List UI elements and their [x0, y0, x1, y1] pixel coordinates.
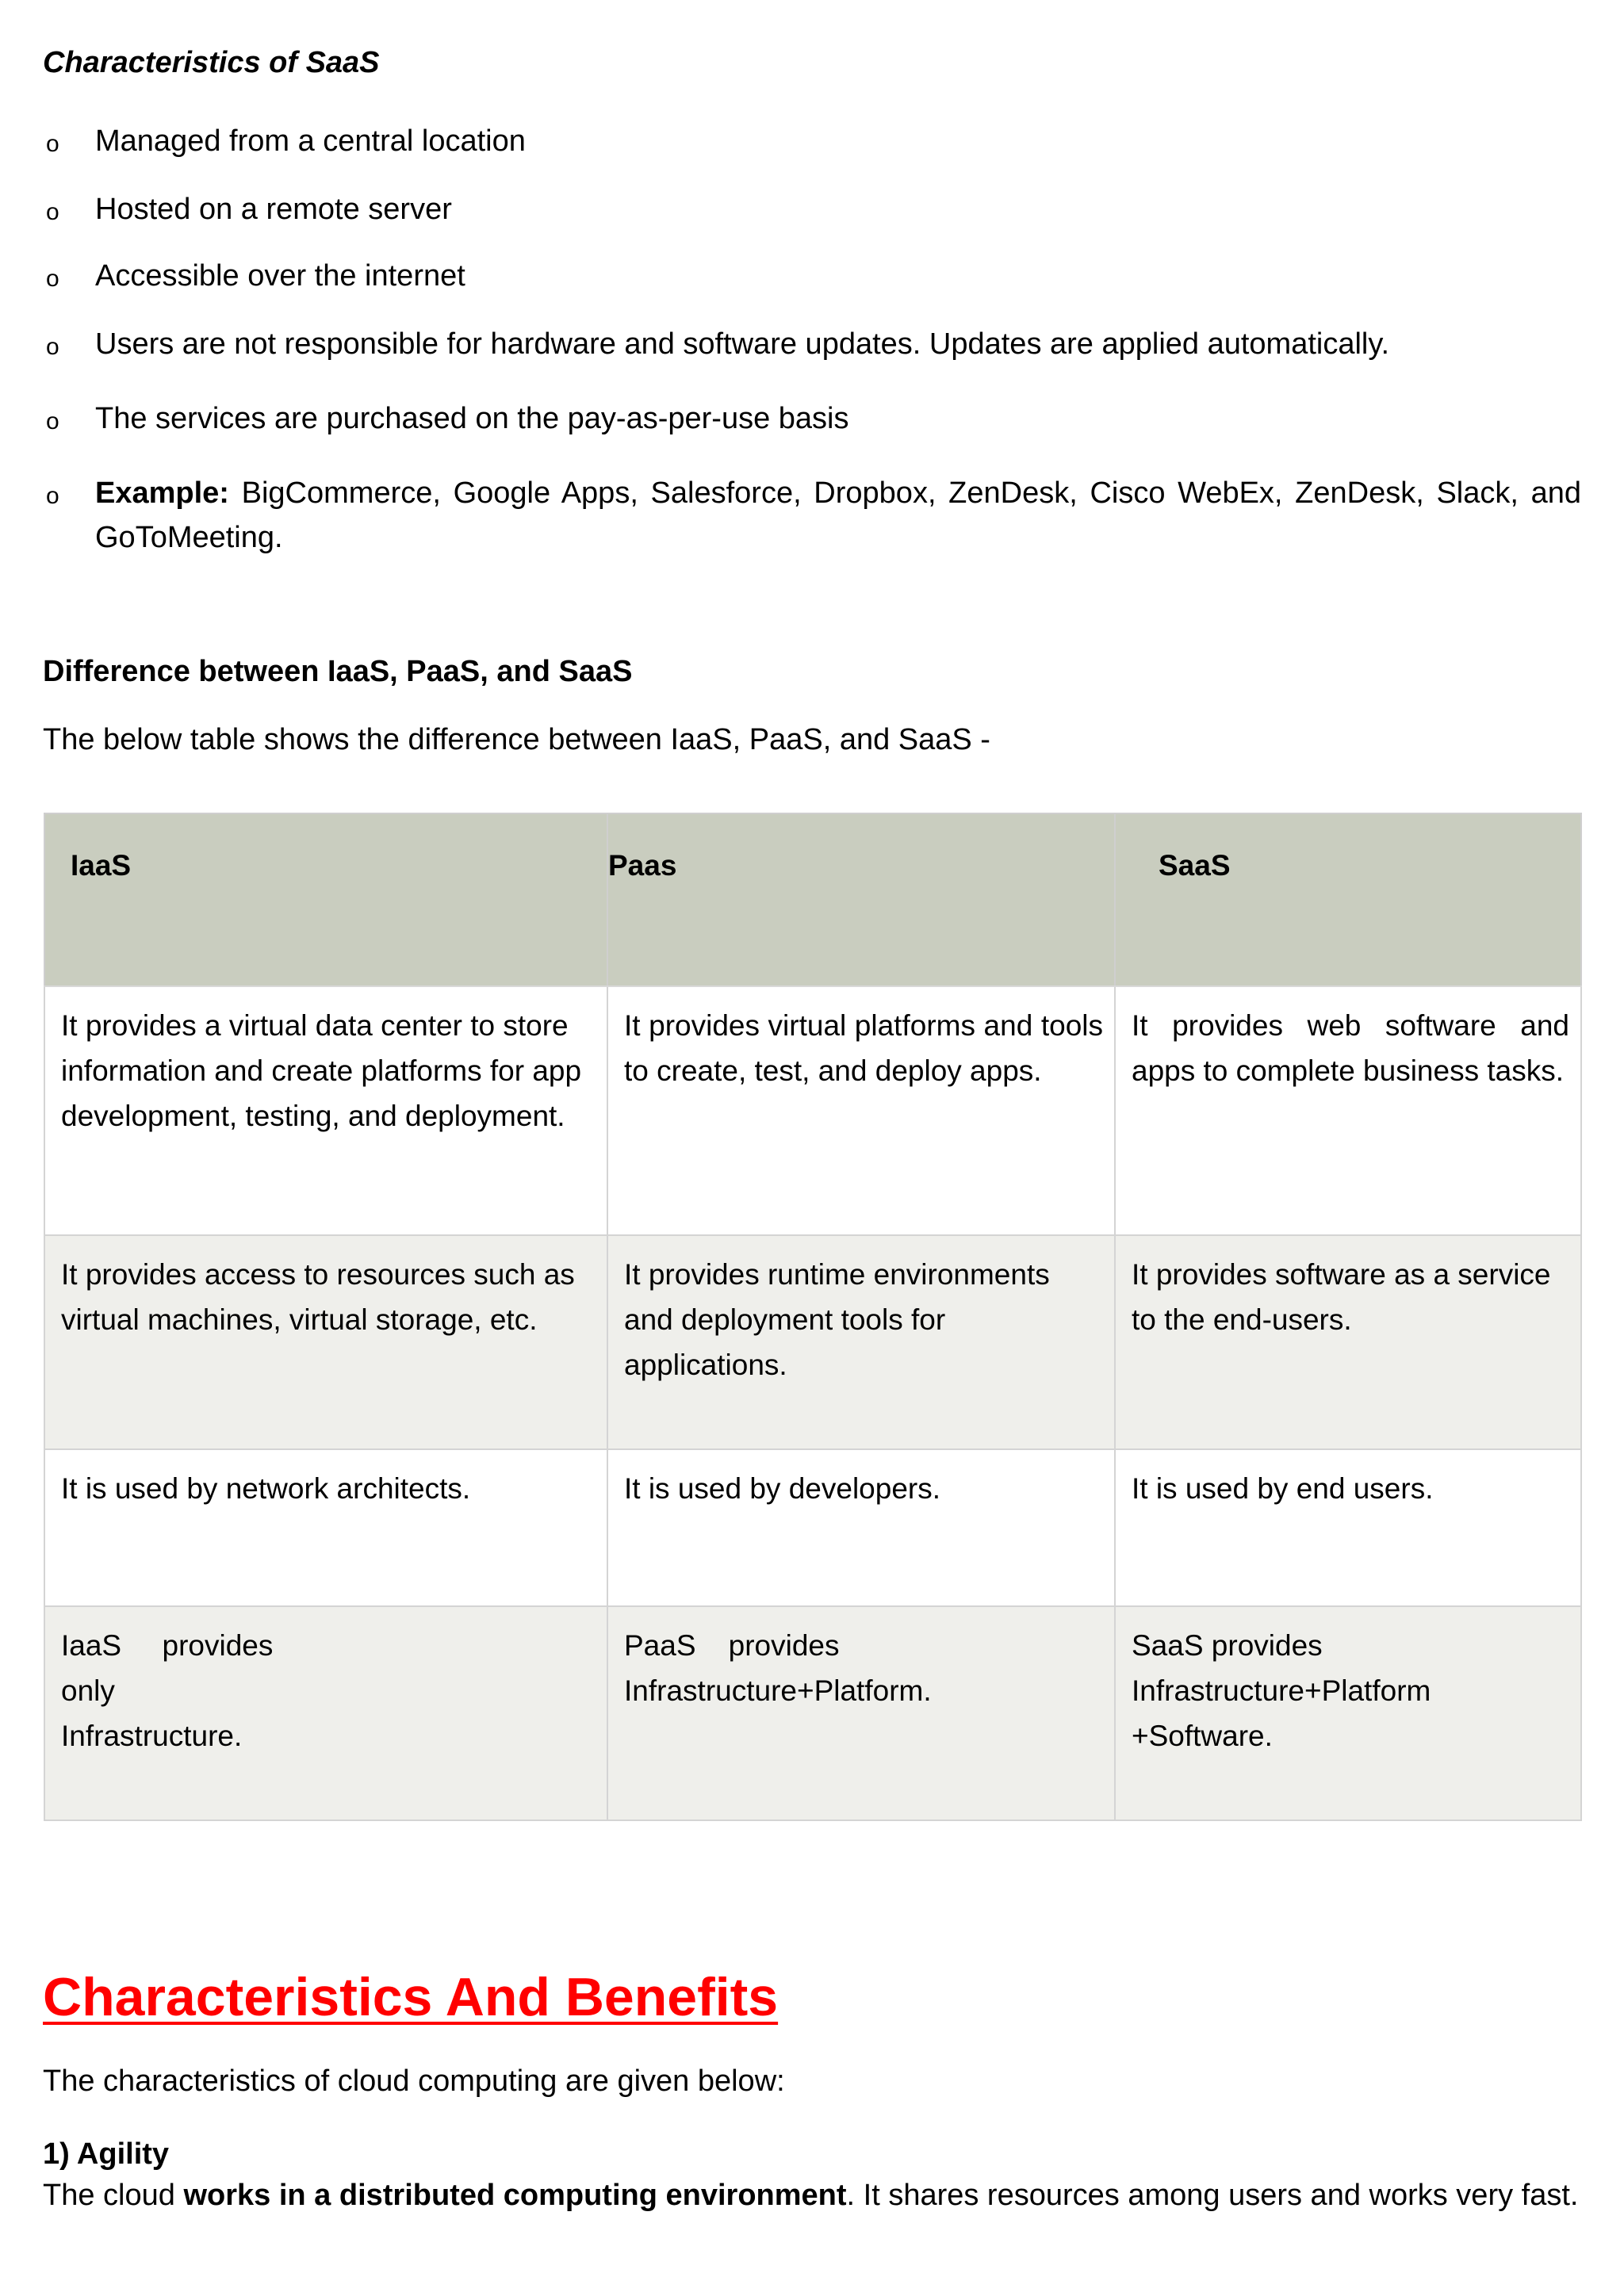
table-row [44, 1235, 1581, 1449]
cell-line: IaaS provides [61, 1629, 274, 1662]
agility-suffix: . It shares resources among users and works very fast. [846, 2179, 1579, 2212]
table-cell: It provides web software and apps to complete business tasks. [1115, 986, 1581, 1235]
example-label: Example: [95, 476, 229, 510]
table-cell: It provides a virtual data center to store information and create platforms for app development, testing, and deployment. [44, 986, 607, 1235]
table-cell: It is used by developers. [607, 1449, 1115, 1606]
comparison-table [44, 813, 1582, 1821]
table-cell [1115, 1606, 1581, 1820]
bullet-circle-icon: o [46, 483, 59, 509]
bullet-circle-icon: o [46, 266, 59, 292]
list-item-text: Managed from a central location [95, 124, 526, 158]
agility-title: 1) Agility [43, 2137, 170, 2171]
difference-intro: The below table shows the difference between IaaS, PaaS, and SaaS - [43, 723, 990, 756]
list-item-text: Accessible over the internet [95, 259, 465, 293]
table-cell: It provides virtual platforms and tools to create, test, and deploy apps. [607, 986, 1115, 1235]
table-row [44, 1449, 1581, 1606]
cell-line: +Software. [1132, 1720, 1273, 1752]
table-cell [607, 1606, 1115, 1820]
benefits-intro: The characteristics of cloud computing are given below: [43, 2064, 785, 2098]
header-paas: Paas [607, 813, 1115, 986]
bullet-circle-icon: o [46, 131, 59, 157]
difference-heading: Difference between IaaS, PaaS, and SaaS [43, 655, 633, 688]
table-cell: It provides access to resources such as virtual machines, virtual storage, etc. [44, 1235, 607, 1449]
agility-bold: works in a distributed computing environment [183, 2179, 847, 2212]
benefits-heading: Characteristics And Benefits [43, 1967, 779, 2027]
saas-characteristics-heading: Characteristics of SaaS [43, 46, 380, 79]
cell-line: SaaS provides [1132, 1629, 1323, 1662]
header-iaas: IaaS [44, 813, 607, 986]
example-text [95, 471, 1581, 560]
bullet-circle-icon: o [46, 408, 59, 434]
cell-line: Infrastructure. [61, 1720, 243, 1752]
cell-line: Infrastructure+Platform [1132, 1674, 1431, 1707]
table-cell: It is used by network architects. [44, 1449, 607, 1606]
agility-paragraph [43, 2179, 1578, 2213]
cell-line: only [61, 1674, 115, 1707]
table-cell [44, 1606, 607, 1820]
list-item-text: Users are not responsible for hardware and software updates. Updates are applied automatically. [95, 327, 1390, 361]
cell-line: Infrastructure+Platform. [624, 1674, 932, 1707]
table-row [44, 1606, 1581, 1820]
cell-line: PaaS provides [624, 1629, 840, 1662]
example-list: BigCommerce, Google Apps, Salesforce, Dropbox, ZenDesk, Cisco WebEx, ZenDesk, Slack, and GoToMeeting. [95, 476, 1581, 554]
table-cell: It is used by end users. [1115, 1449, 1581, 1606]
table-cell: It provides software as a service to the end-users. [1115, 1235, 1581, 1449]
agility-prefix: The cloud [43, 2179, 184, 2212]
list-item-text: The services are purchased on the pay-as-per-use basis [95, 402, 849, 435]
bullet-circle-icon: o [46, 199, 59, 225]
bullet-circle-icon: o [46, 334, 59, 360]
table-row [44, 986, 1581, 1235]
table-cell: It provides runtime environments and deployment tools for applications. [607, 1235, 1115, 1449]
table-header-row [44, 813, 1581, 986]
header-saas: SaaS [1115, 813, 1581, 986]
list-item-text: Hosted on a remote server [95, 193, 452, 226]
